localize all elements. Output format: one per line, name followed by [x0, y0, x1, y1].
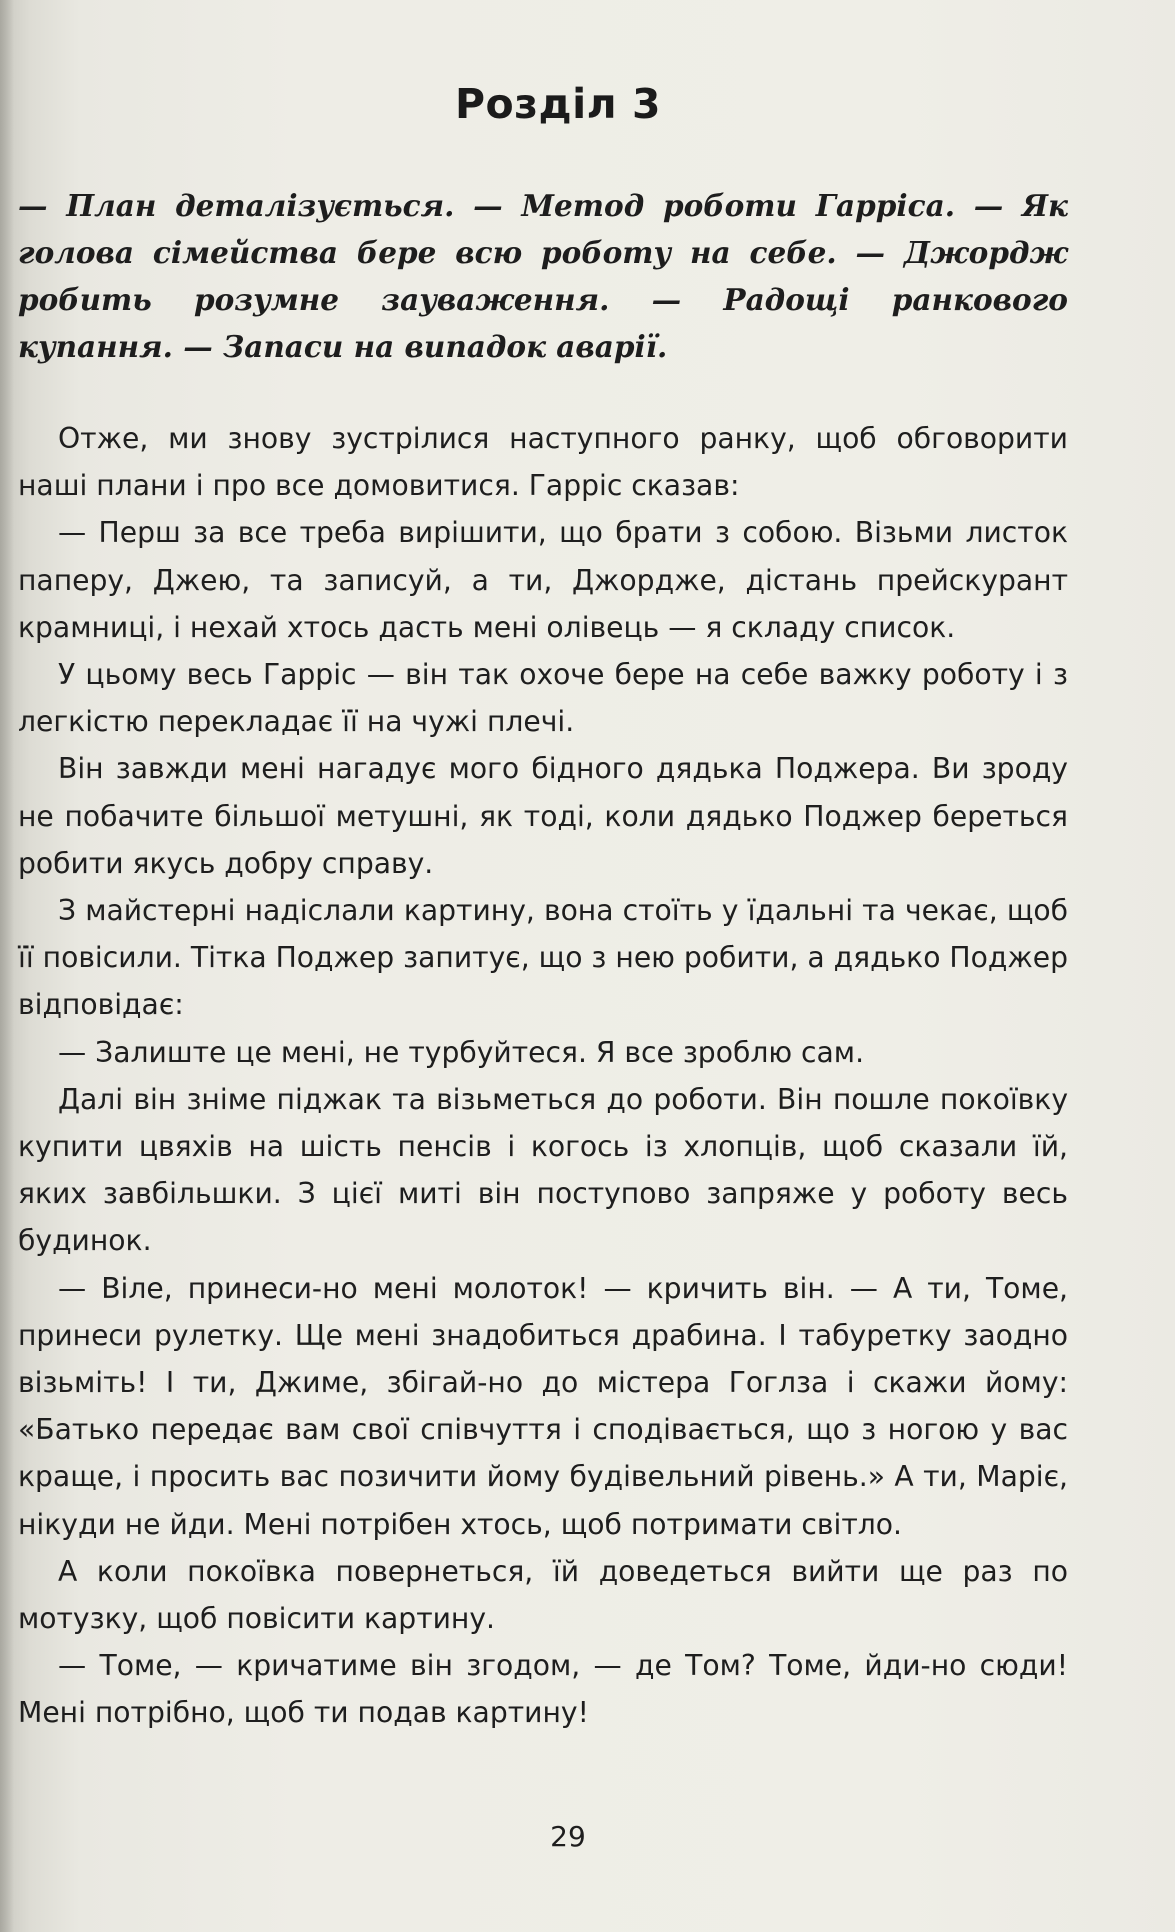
page-number: 29 — [550, 1820, 586, 1853]
paragraph: Він завжди мені нагадує мого бідного дядька Поджера. Ви зроду не побачите більшої метушні, як тоді, коли дядько Поджер береться робити якусь добру справу. — [18, 752, 1068, 880]
page-gutter-shadow — [0, 0, 14, 1932]
paragraph: Отже, ми знову зустрілися наступного ранку, щоб обговорити наші плани і про все домовитися. Гарріс сказав: — [18, 422, 1068, 503]
paragraph: А коли покоївка повернеться, їй доведеться вийти ще раз по мотузку, щоб повісити картину. — [18, 1554, 1068, 1636]
paragraph: У цьому весь Гарріс — він так охоче бере на себе важку роботу і з легкістю перекладає її на чужі плечі. — [18, 658, 1068, 739]
paragraph: — Залиште це мені, не турбуйтеся. Я все зроблю сам. — [58, 1035, 865, 1069]
chapter-body — [18, 415, 1068, 1737]
paragraph: Далі він зніме піджак та візьметься до роботи. Він пошле покоївку купити цвяхів на шість пенсів і когось із хлопців, щоб сказали їй, яких завбільшки. З цієї миті він поступово запряже у роботу весь будинок. — [18, 1082, 1068, 1258]
paragraph: — Віле, принеси-но мені молоток! — кричить він. — А ти, Томе, принеси рулетку. Ще мені знадобиться драбина. І табуретку заодно візьміть! І ти, Джиме, збігай-но до містера Гоглза і скажи йому: «Батько передає вам свої співчуття і сподівається, що з ногою у вас краще, і просить вас позичити йому будівельний рівень.» А ти, Маріє, нікуди не йди. Мені потрібен хтось, щоб потримати світло. — [18, 1271, 1068, 1541]
chapter-summary: — План деталізується. — Метод роботи Гарріса. — Як голова сімейства бере всю роботу на себе. — Джордж робить розумне зауваження. — Радощі ранкового купання. — Запаси на випадок аварії. — [18, 188, 1068, 364]
paragraph: — Перш за все треба вирішити, що брати з собою. Візьми листок паперу, Джею, та записуй, а ти, Джордже, дістань прейскурант крамниці, і нехай хтось дасть мені олівець — я складу список. — [18, 516, 1068, 644]
paragraph: — Томе, — кричатиме він згодом, — де Том? Томе, йди-но сюди! Мені потрібно, щоб ти подав картину! — [18, 1649, 1068, 1730]
chapter-title: Розділ 3 — [454, 80, 662, 128]
paragraph: З майстерні надіслали картину, вона стоїть у їдальні та чекає, щоб її повісили. Тітка Поджер запитує, що з нею робити, а дядько Поджер відповідає: — [18, 894, 1068, 1022]
